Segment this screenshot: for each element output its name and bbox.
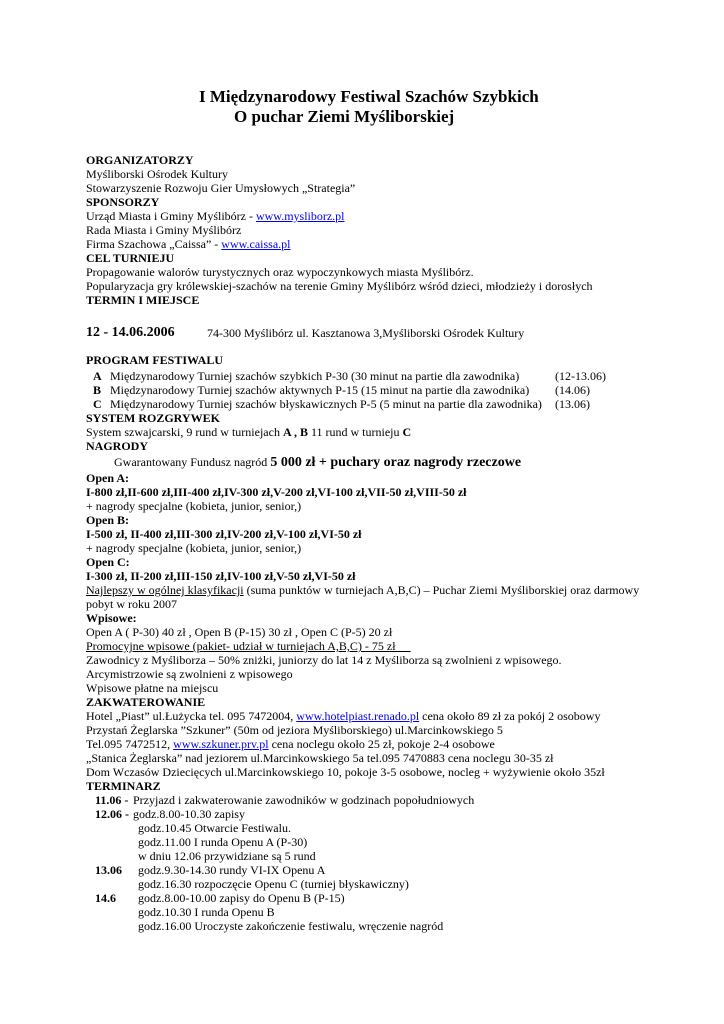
schedule-date: 12.06 - [95,807,129,821]
prize-fund-value: 5 000 zł + puchary oraz nagrody rzeczowe [270,455,522,470]
lodging-item: Przystań Żeglarska ”Szkuner” (50m od jeziora Myśliborskiego) ul.Marcinkowskiego 5 [86,723,503,737]
lodging-text: Tel.095 7472512, [86,737,174,751]
schedule-entry: godz.11.00 I runda Openu A (P-30) [138,835,308,849]
system-c: C [402,425,412,439]
system-line [86,425,411,439]
schedule-entry: Przyjazd i zakwaterowanie zawodników w godzinach popołudniowych [133,793,475,807]
sponsor-text: Urząd Miasta i Gminy Myślibórz - [86,209,256,223]
schedule-heading: TERMINARZ [86,779,161,793]
schedule-entry: godz.9.30-14.30 rundy VI-IX Openu A [138,863,326,877]
term-place: 74-300 Myślibórz ul. Kasztanowa 3,Myśliborski Ośrodek Kultury [207,326,525,340]
open-a-special: + nagrody specjalne (kobieta, junior, senior,) [86,499,302,513]
fees-line: Wpisowe płatne na miejscu [86,681,219,695]
sponsors-heading: SPONSORZY [86,195,160,209]
system-text: 11 rund w turnieju [307,425,403,439]
lodging-item [86,709,600,723]
lodging-item: „Stanica Żeglarska” nad jeziorem ul.Marcinkowskiego 5a tel.095 7470883 cena noclegu 30-35 zł [86,751,554,765]
prize-fund [114,454,521,471]
sponsor-item [86,209,345,223]
open-a-label: Open A: [86,471,130,485]
organizer-item: Stowarzyszenie Rozwoju Gier Umysłowych „Strategia” [86,181,356,195]
open-a-prizes: I-800 zł,II-600 zł,III-400 zł,IV-300 zł,V-200 zł,VI-100 zł,VII-50 zł,VIII-50 zł [86,485,467,499]
szkuner-link[interactable]: www.szkuner.prv.pl [173,737,269,751]
open-b-special: + nagrody specjalne (kobieta, junior, senior,) [86,541,302,555]
organizer-item: Myśliborski Ośrodek Kultury [86,167,228,181]
open-b-label: Open B: [86,513,130,527]
program-date: (14.06) [555,383,590,397]
schedule-entry: godz.10.30 I runda Openu B [138,905,275,919]
program-heading: PROGRAM FESTIWALU [86,353,224,367]
best-overall-text: (suma punktów w turniejach A,B,C) – Puchar Ziemi Myśliborskiej oraz darmowy [243,583,640,597]
term-line [86,324,175,341]
schedule-entry: godz.10.45 Otwarcie Festiwalu. [138,821,291,835]
lodging-item: Dom Wczasów Dziecięcych ul.Marcinkowskiego 10, pokoje 3-5 osobowe, nocleg + wyżywienie około 35zł [86,765,605,779]
open-c-label: Open C: [86,555,130,569]
best-overall [86,583,639,597]
caissa-link[interactable]: www.caissa.pl [221,237,291,251]
goal-line: Propagowanie walorów turystycznych oraz wypoczynkowych miasta Myślibórz. [86,265,474,279]
schedule-date: 11.06 - [95,793,129,807]
best-overall-line2: pobyt w roku 2007 [86,597,177,611]
page-title-line2: O puchar Ziemi Myśliborskiej [234,107,455,126]
schedule-entry: godz.16.00 Uroczyste zakończenie festiwalu, wręczenie nagród [138,919,444,933]
schedule-entry: godz.8.00-10.00 zapisy do Openu B (P-15) [138,891,345,905]
term-dates: 12 - 14.06.2006 [86,325,175,340]
fees-line: Zawodnicy z Myśliborza – 50% zniżki, juniorzy do lat 14 z Myśliborza są zwolnieni z wpisowego. [86,653,562,667]
schedule-entry: godz.8.00-10.30 zapisy [133,807,245,821]
sponsor-text: Firma Szachowa „Caissa” - [86,237,222,251]
schedule-date: 14.6 [95,891,116,905]
prize-fund-label: Gwarantowany Fundusz nagród [114,455,271,469]
schedule-entry: godz.16.30 rozpoczęcie Openu C (turniej błyskawiczny) [138,877,409,891]
program-letter: C [93,397,102,411]
fees-line: Open A ( P-30) 40 zł , Open B (P-15) 30 zł , Open C (P-5) 20 zł [86,625,393,639]
sponsor-item: Rada Miasta i Gminy Myślibórz [86,223,242,237]
mysliborz-link[interactable]: www.mysliborz.pl [255,209,345,223]
program-item: Międzynarodowy Turniej szachów szybkich P-30 (30 minut na partie dla zawodnika) [110,369,520,383]
best-overall-label: Najlepszy w ogólnej klasyfikacji [86,583,244,597]
hotelpiast-link[interactable]: www.hotelpiast.renado.pl [296,709,420,723]
schedule-date: 13.06 [95,863,122,877]
prizes-heading: NAGRODY [86,439,148,453]
sponsor-item [86,237,291,251]
system-text: System szwajcarski, 9 rund w turniejach [86,425,283,439]
goal-heading: CEL TURNIEJU [86,251,175,265]
schedule-entry: w dniu 12.06 przywidziane są 5 rund [138,849,316,863]
program-letter: B [93,383,102,397]
organizers-heading: ORGANIZATORZY [86,153,194,167]
program-item: Międzynarodowy Turniej szachów błyskawicznych P-5 (5 minut na partie dla zawodnika) [110,397,542,411]
open-c-prizes: I-300 zł, II-200 zł,III-150 zł,IV-100 zł,V-50 zł,VI-50 zł [86,569,356,583]
fees-heading: Wpisowe: [86,611,137,625]
program-date: (13.06) [555,397,590,411]
fees-promo: Promocyjne wpisowe (pakiet- udział w turniejach A,B,C) - 75 zł [86,639,411,653]
system-heading: SYSTEM ROZGRYWEK [86,411,220,425]
term-heading: TERMIN I MIEJSCE [86,293,200,307]
system-ab: A , B [282,425,308,439]
page-title-line1: I Międzynarodowy Festiwal Szachów Szybkich [199,87,539,106]
lodging-text: Hotel „Piast” ul.Łużycka tel. 095 7472004, [86,709,297,723]
lodging-heading: ZAKWATEROWANIE [86,695,206,709]
open-b-prizes: I-500 zł, II-400 zł,III-300 zł,IV-200 zł,V-100 zł,VI-50 zł [86,527,362,541]
lodging-item [86,737,495,751]
program-date: (12-13.06) [555,369,606,383]
fees-line: Arcymistrzowie są zwolnieni z wpisowego [86,667,293,681]
lodging-text: cena noclegu około 25 zł, pokoje 2-4 osobowe [268,737,495,751]
program-item: Międzynarodowy Turniej szachów aktywnych P-15 (15 minut na partie dla zawodnika) [110,383,530,397]
goal-line: Popularyzacja gry królewskiej-szachów na terenie Gminy Myślibórz wśród dzieci, młodzieży i dorosłych [86,279,593,293]
lodging-text: cena około 89 zł za pokój 2 osobowy [419,709,601,723]
program-letter: A [93,369,102,383]
